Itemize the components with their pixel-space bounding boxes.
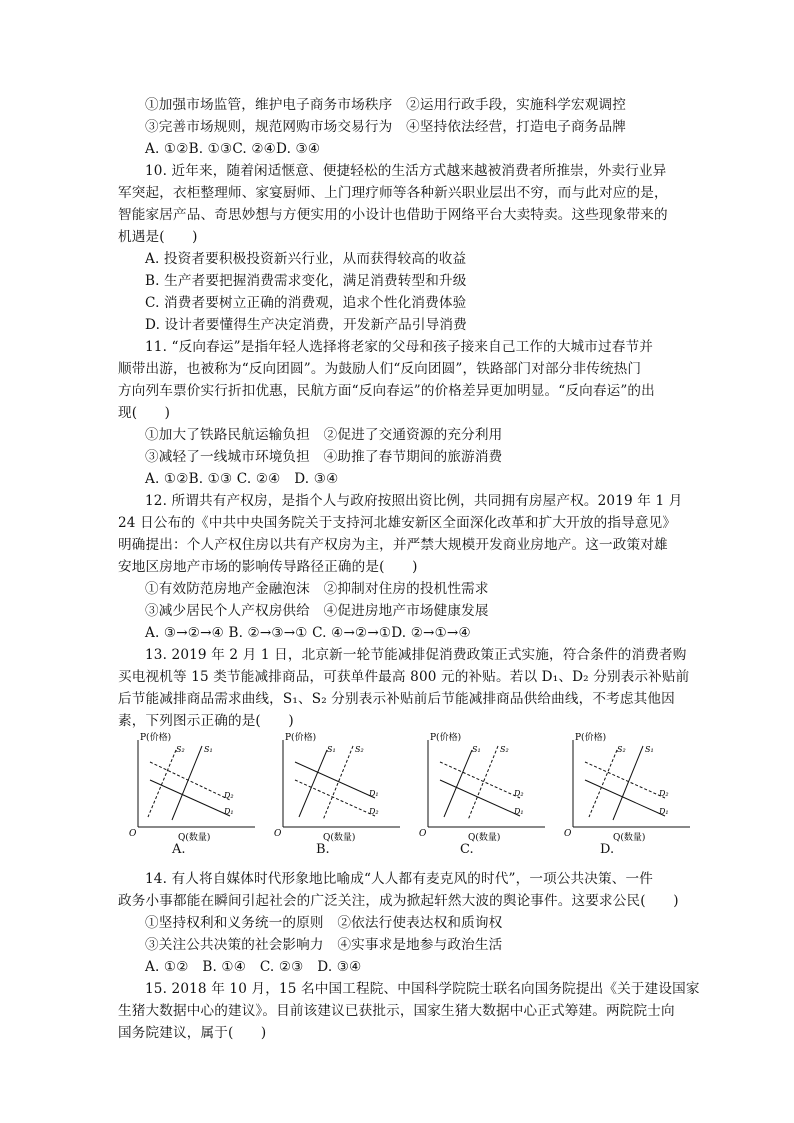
q14-stem-line2: 政务小事都能在瞬间引起社会的广泛关注，成为掀起轩然大波的舆论事件。这要求公民( ) bbox=[118, 893, 679, 909]
q14-options-1-2: ①坚持权利和义务统一的原则 ②依法行使表达权和质询权 bbox=[145, 915, 503, 931]
q13-graph-d bbox=[555, 732, 695, 847]
curve-d2 bbox=[440, 762, 520, 798]
q11-answer-choices: A. ①②B. ①③ C. ②④ D. ③④ bbox=[145, 471, 339, 487]
curve-s2 bbox=[148, 750, 176, 817]
q15-stem-line3: 国务院建议，属于( ) bbox=[118, 1025, 267, 1041]
q13-graph-d-label: D. bbox=[600, 842, 615, 857]
q9-options-3-4: ③完善市场规则，规范网购市场交易行为 ④坚持依法经营，打造电子商务品牌 bbox=[145, 119, 627, 135]
q13-stem-line1: 13. 2019 年 2 月 1 日，北京新一轮节能减排促消费政策正式实施，符合条件的消费者购 bbox=[145, 647, 687, 663]
curve-s2 bbox=[323, 746, 353, 820]
q11-stem-line4: 现( ) bbox=[118, 405, 171, 421]
curve-d2 bbox=[585, 762, 665, 798]
q13-graph-b bbox=[265, 732, 405, 847]
q13-graph-a bbox=[120, 732, 260, 847]
q12-stem-line2: 24 日公布的《中共中央国务院关于支持河北雄安新区全面深化改革和扩大开放的指导意见》 bbox=[118, 515, 677, 531]
label-s1: S₁ bbox=[472, 745, 481, 754]
curve-s2 bbox=[468, 746, 498, 820]
label-s2: S₂ bbox=[617, 745, 626, 754]
curve-s1 bbox=[613, 746, 643, 820]
label-d2: D₂ bbox=[514, 789, 524, 798]
origin-label: O bbox=[419, 829, 427, 839]
q10-stem-line1: 10. 近年来，随着闲适惬意、便捷轻松的生活方式越来越被消费者所推崇，外卖行业异 bbox=[145, 163, 667, 179]
q14-answer-choices: A. ①② B. ①④ C. ②③ D. ③④ bbox=[145, 959, 362, 975]
q12-stem-line3: 明确提出：个人产权住房以共有产权房为主，并严禁大规模开发商业房地产。这一政策对雄 bbox=[118, 537, 668, 553]
q13-graph-c bbox=[410, 732, 550, 847]
y-axis-label: P(价格) bbox=[285, 733, 317, 743]
origin-label: O bbox=[564, 829, 572, 839]
origin-label: O bbox=[129, 829, 137, 839]
label-d2: D₂ bbox=[369, 807, 379, 816]
y-axis-label: P(价格) bbox=[140, 733, 172, 743]
curve-s1 bbox=[299, 750, 327, 817]
q15-stem-line1: 15. 2018 年 10 月，15 名中国工程院、中国科学院院士联名向国务院提出《关于建设国家 bbox=[145, 981, 700, 997]
q12-options-1-2: ①有效防范房地产金融泡沫 ②抑制对住房的投机性需求 bbox=[145, 581, 489, 597]
q9-options-1-2: ①加强市场监管，维护电子商务市场秩序 ②运用行政手段，实施科学宏观调控 bbox=[145, 97, 627, 113]
label-d1: D₁ bbox=[369, 789, 379, 798]
q11-stem-line1: 11. “反向春运”是指年轻人选择将老家的父母和孩子接来自己工作的大城市过春节并 bbox=[145, 339, 654, 355]
label-d1: D₁ bbox=[514, 807, 524, 816]
q13-stem-line4: 素，下列图示正确的是( ) bbox=[118, 713, 294, 729]
q10-option-c: C. 消费者要树立正确的消费观，追求个性化消费体验 bbox=[145, 295, 467, 311]
q12-options-3-4: ③减少居民个人产权房供给 ④促进房地产市场健康发展 bbox=[145, 603, 489, 619]
q10-stem-line4: 机遇是( ) bbox=[118, 229, 198, 245]
label-s2: S₂ bbox=[176, 745, 185, 754]
x-axis-label: Q(数量) bbox=[613, 833, 646, 843]
label-s1: S₁ bbox=[645, 745, 654, 754]
q14-options-3-4: ③关注公共决策的社会影响力 ④实事求是地参与政治生活 bbox=[145, 937, 503, 953]
x-axis-label: Q(数量) bbox=[468, 833, 501, 843]
label-d1: D₁ bbox=[659, 807, 669, 816]
y-axis-label: P(价格) bbox=[430, 733, 462, 743]
curve-d1 bbox=[295, 762, 375, 798]
q13-stem-line3: 后节能减排商品需求曲线，S₁、S₂ 分别表示补贴前后节能减排商品供给曲线，不考虑其他因 bbox=[118, 691, 675, 707]
q10-option-b: B. 生产者要把握消费需求变化，满足消费转型和升级 bbox=[145, 273, 467, 289]
q10-stem-line3: 智能家居产品、奇思妙想与方便实用的小设计也借助于网络平台大卖特卖。这些现象带来的 bbox=[118, 207, 668, 223]
q11-stem-line2: 顺带出游，也被称为“反向团圆”。为鼓励人们“反向团圆”，铁路部门对部分非传统热门 bbox=[118, 361, 642, 377]
label-s2: S₂ bbox=[500, 745, 509, 754]
q13-graph-a-label: A. bbox=[172, 842, 186, 857]
q15-stem-line2: 生猪大数据中心的建议》。目前该建议已获批示，国家生猪大数据中心正式筹建。两院院士向 bbox=[118, 1003, 675, 1019]
x-axis-label: Q(数量) bbox=[323, 833, 356, 843]
curve-d2 bbox=[150, 762, 230, 800]
label-s1: S₁ bbox=[327, 745, 336, 754]
x-axis-label: Q(数量) bbox=[178, 833, 211, 843]
label-s1: S₁ bbox=[204, 745, 213, 754]
q11-options-3-4: ③减轻了一线城市环境负担 ④助推了春节期间的旅游消费 bbox=[145, 449, 503, 465]
q13-graph-b-svg bbox=[265, 732, 405, 847]
q11-options-1-2: ①加大了铁路民航运输负担 ②促进了交通资源的充分利用 bbox=[145, 427, 503, 443]
q14-stem-line1: 14. 有人将自媒体时代形象地比喻成“人人都有麦克风的时代”，一项公共决策、一件 bbox=[145, 871, 654, 887]
label-d1: D₁ bbox=[224, 807, 234, 816]
q13-graph-c-svg bbox=[410, 732, 550, 847]
y-axis-label: P(价格) bbox=[575, 733, 607, 743]
q12-stem-line1: 12. 所谓共有产权房，是指个人与政府按照出资比例，共同拥有房屋产权。2019 年 1 月 bbox=[145, 493, 683, 509]
label-s2: S₂ bbox=[355, 745, 364, 754]
label-d2: D₂ bbox=[659, 789, 669, 798]
q12-answer-choices: A. ③→②→④ B. ②→③→① C. ④→②→①D. ②→①→④ bbox=[145, 625, 471, 641]
q10-option-a: A. 投资者要积极投资新兴行业，从而获得较高的收益 bbox=[145, 251, 467, 267]
q13-stem-line2: 买电视机等 15 类节能减排商品，可获单件最高 800 元的补贴。若以 D₁、D₂ 分别表示补贴前 bbox=[118, 669, 690, 685]
q13-graph-a-svg bbox=[120, 732, 260, 847]
q12-stem-line4: 安地区房地产市场的影响传导路径正确的是( ) bbox=[118, 559, 418, 575]
q13-graph-c-label: C. bbox=[460, 842, 474, 857]
q10-stem-line2: 军突起，衣柜整理师、家宴厨师、上门理疗师等各种新兴职业层出不穷，而与此对应的是， bbox=[118, 185, 668, 201]
q9-answer-choices: A. ①②B. ①③C. ②④D. ③④ bbox=[145, 141, 321, 157]
q13-graph-b-label: B. bbox=[316, 842, 330, 857]
q13-graph-d-svg bbox=[555, 732, 695, 847]
q10-option-d: D. 设计者要懂得生产决定消费，开发新产品引导消费 bbox=[145, 317, 467, 333]
label-d2: D₂ bbox=[224, 791, 234, 800]
origin-label: O bbox=[274, 829, 282, 839]
q11-stem-line3: 方向列车票价实行折扣优惠，民航方面“反向春运”的价格差异更加明显。“反向春运”的出 bbox=[118, 383, 655, 399]
curve-s1 bbox=[172, 746, 202, 820]
curve-d1 bbox=[150, 780, 230, 816]
